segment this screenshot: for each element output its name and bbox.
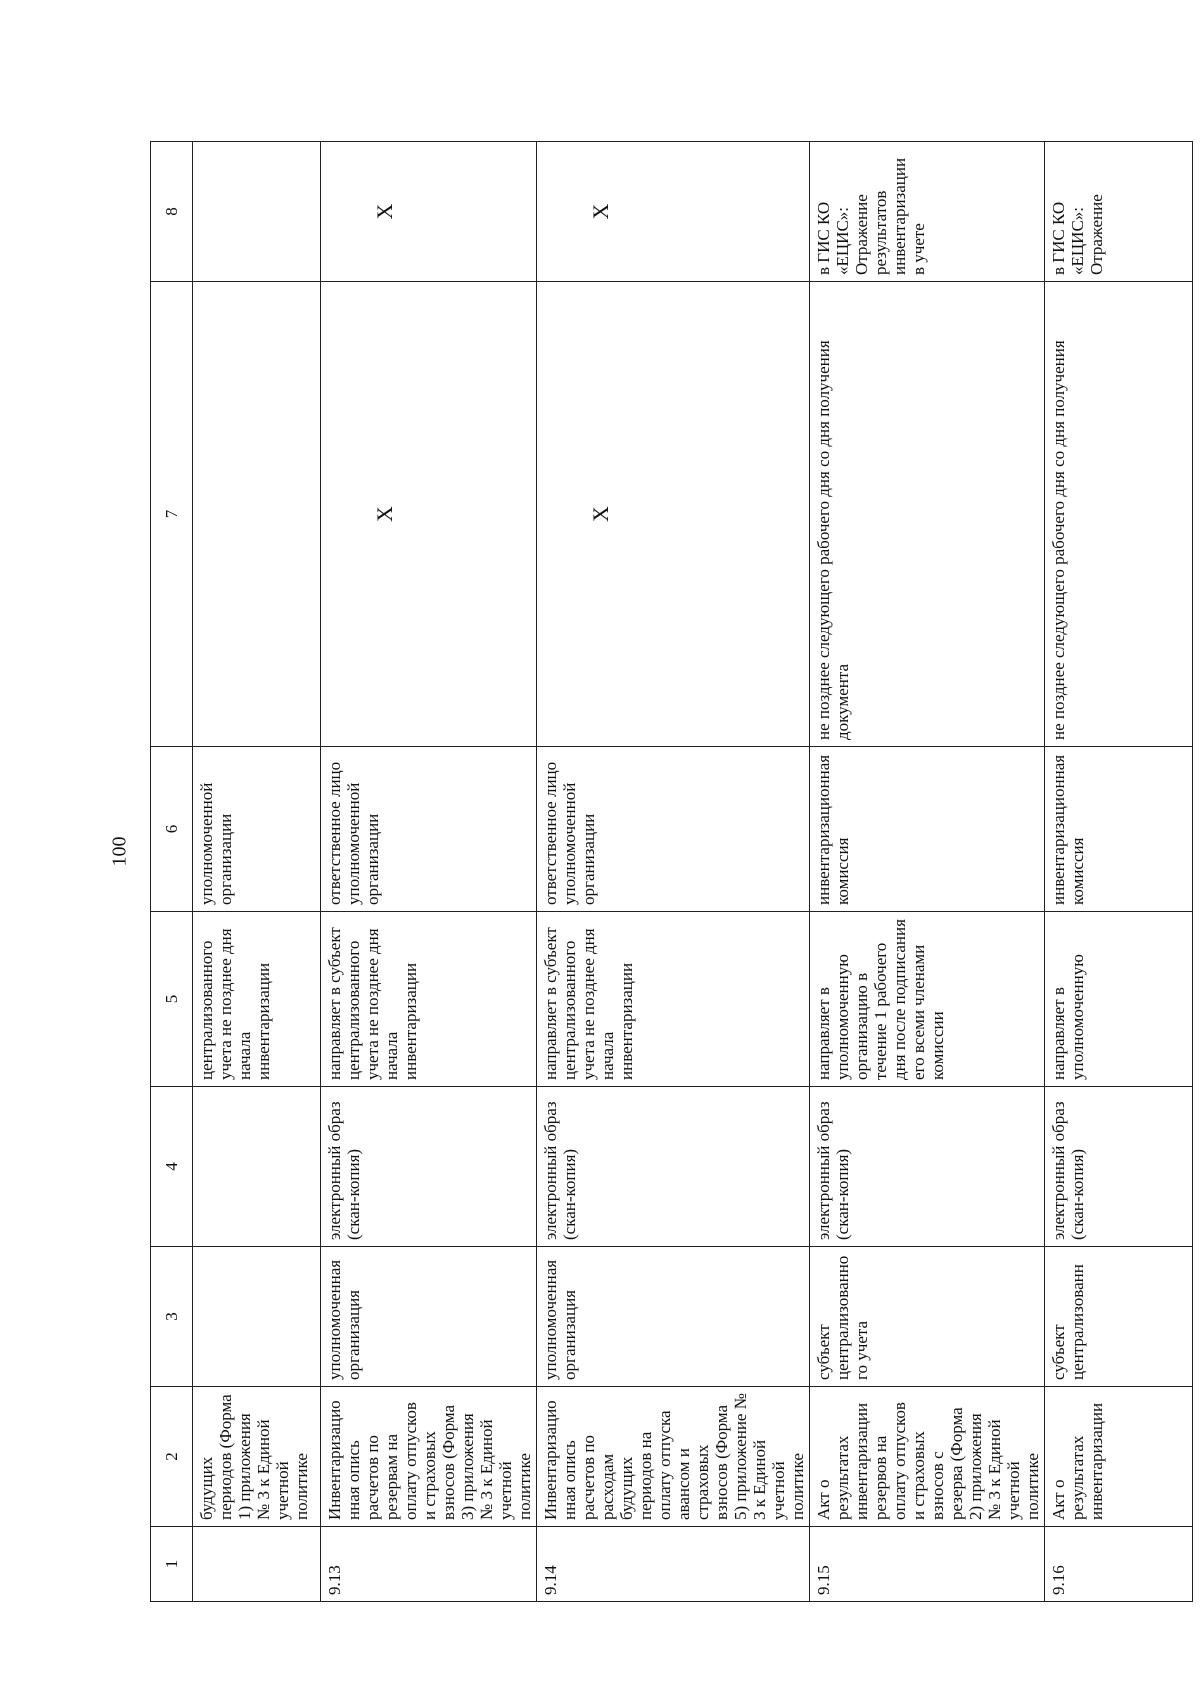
row-number-cell: 9.13 (321, 1527, 537, 1602)
document-name-cell: будущих периодов (Форма 1) приложения № 3 к Единой учетной политике (193, 1387, 321, 1527)
document-name-cell: Инвентаризационная опись расчетов по расходам будущих периодов на оплату отпуска авансом и страховых взносов (Форма 5) приложение № 3 к Единой учетной политике (537, 1387, 810, 1527)
document-table (150, 141, 1193, 1602)
originator-cell: субъект централизованного учета (810, 1247, 1045, 1387)
table-row (810, 142, 1045, 1602)
column-header: 5 (151, 912, 193, 1087)
row-number-cell: 9.15 (810, 1527, 1045, 1602)
format-cell: электронный образ (скан-копия) (537, 1087, 810, 1247)
table-row (537, 142, 810, 1602)
system-cell (193, 142, 321, 282)
procedure-cell: направляет в уполномоченную (1045, 912, 1193, 1087)
table-row (1045, 142, 1193, 1602)
originator-cell: субъект централизованн (1045, 1247, 1193, 1387)
originator-cell: уполномоченная организация (537, 1247, 810, 1387)
deadline-cell (193, 282, 321, 747)
x-mark: X (588, 203, 613, 220)
system-cell (537, 142, 810, 282)
document-name-cell: Инвентаризационная опись расчетов по резервам на оплату отпусков и страховых взносов (Форма 3) приложения № 3 к Единой учетной политике (321, 1387, 537, 1527)
procedure-cell: направляет в субъект централизованного учета не позднее дня начала инвентаризации (321, 912, 537, 1087)
deadline-cell: не позднее следующего рабочего дня со дня получения (1045, 282, 1193, 747)
document-name-cell: Акт о результатах инвентаризации резервов на оплату отпусков и страховых взносов с резерва (Форма 2) приложения № 3 к Единой учетной политике (810, 1387, 1045, 1527)
row-number-cell: 9.16 (1045, 1527, 1193, 1602)
system-cell: в ГИС КО «ЕЦИС»: Отражение результатов инвентаризации в учете (810, 142, 1045, 282)
procedure-cell: централизованного учета не позднее дня начала инвентаризации (193, 912, 321, 1087)
column-header: 7 (151, 282, 193, 747)
format-cell: электронный образ (скан-копия) (810, 1087, 1045, 1247)
column-header: 6 (151, 747, 193, 912)
originator-cell: уполномоченная организация (321, 1247, 537, 1387)
responsible-cell: инвентаризационная комиссия (1045, 747, 1193, 912)
column-header: 1 (151, 1527, 193, 1602)
column-header: 4 (151, 1087, 193, 1247)
deadline-cell (321, 282, 537, 747)
deadline-cell: не позднее следующего рабочего дня со дня получения документа (810, 282, 1045, 747)
x-mark: X (372, 203, 397, 220)
x-mark: X (372, 506, 397, 522)
column-header: 2 (151, 1387, 193, 1527)
system-cell: в ГИС КО «ЕЦИС»: Отражение (1045, 142, 1193, 282)
column-header: 3 (151, 1247, 193, 1387)
page-number: 100 (108, 836, 131, 867)
document-name-cell: Акт о результатах инвентаризации (1045, 1387, 1193, 1527)
format-cell: электронный образ (скан-копия) (1045, 1087, 1193, 1247)
procedure-cell: направляет в уполномоченную организацию в течение 1 рабочего дня после подписания его всеми членами комиссии (810, 912, 1045, 1087)
originator-cell (193, 1247, 321, 1387)
responsible-cell: уполномоченной организации (193, 747, 321, 912)
row-number-cell: 9.14 (537, 1527, 810, 1602)
rotated-table-wrapper (150, 142, 1128, 1602)
system-cell (321, 142, 537, 282)
table-header-row (151, 142, 193, 1602)
responsible-cell: инвентаризационная комиссия (810, 747, 1045, 912)
responsible-cell: ответственное лицо уполномоченной организации (321, 747, 537, 912)
format-cell: электронный образ (скан-копия) (321, 1087, 537, 1247)
table-row (321, 142, 537, 1602)
format-cell (193, 1087, 321, 1247)
table-row (193, 142, 321, 1602)
column-header: 8 (151, 142, 193, 282)
procedure-cell: направляет в субъект централизованного учета не позднее дня начала инвентаризации (537, 912, 810, 1087)
deadline-cell (537, 282, 810, 747)
x-mark: X (588, 506, 613, 522)
row-number-cell (193, 1527, 321, 1602)
responsible-cell: ответственное лицо уполномоченной организации (537, 747, 810, 912)
